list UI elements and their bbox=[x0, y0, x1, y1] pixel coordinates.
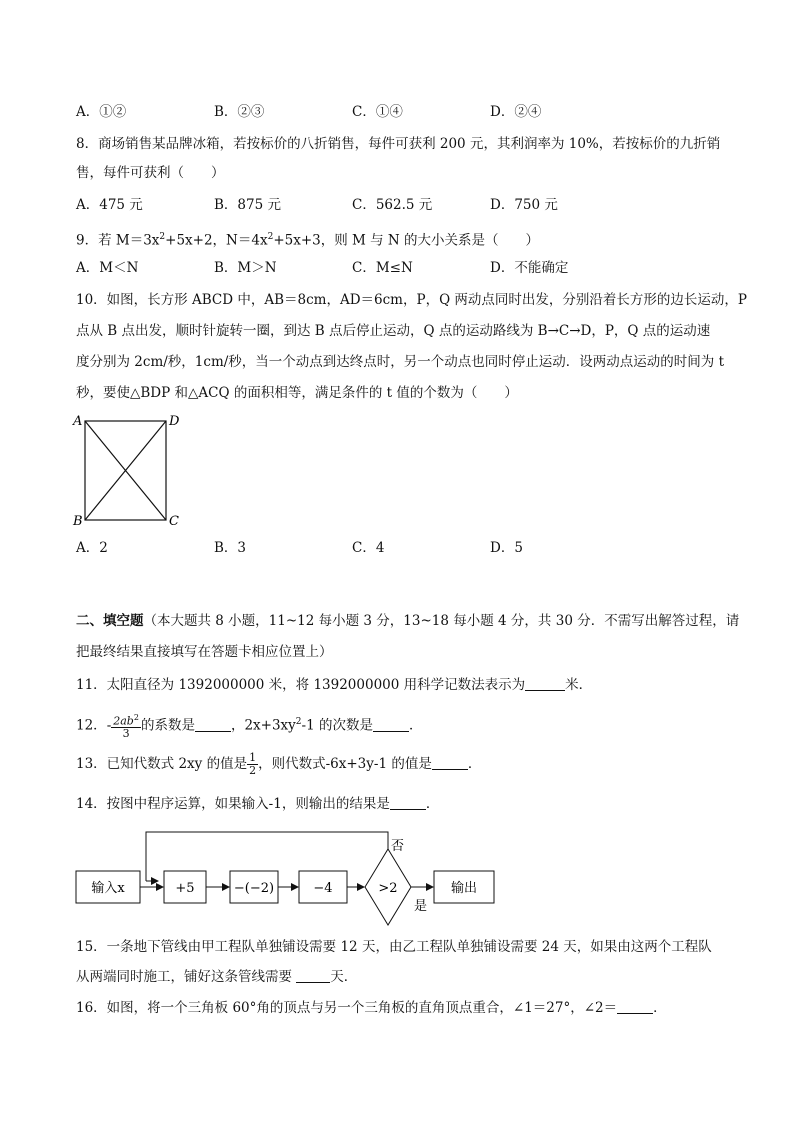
q10-option-a: A．2 bbox=[76, 540, 108, 556]
q16-text: 16．如图，将一个三角板 60°角的顶点与另一个三角板的直角顶点重合，∠1＝27°，∠2＝ bbox=[76, 1000, 618, 1016]
q14-flowchart bbox=[70, 826, 510, 926]
flow-loop-back bbox=[146, 832, 388, 881]
q15-line1: 15．一条地下管线由甲工程队单独铺设需要 12 天，由乙工程队单独铺设需要 24 天，如果由这两个工程队 bbox=[76, 939, 712, 955]
q8-option-b: B．875 元 bbox=[214, 197, 281, 213]
q15-text-end: 天． bbox=[330, 969, 358, 985]
q12-text2: ，2x+3xy bbox=[230, 717, 296, 734]
flow-output-label: 输出 bbox=[450, 881, 478, 896]
q8-options bbox=[76, 195, 716, 215]
q8-line2: 售，每件可获利（ ） bbox=[76, 165, 225, 181]
q9-sup1: 2 bbox=[159, 232, 166, 242]
label-a: A bbox=[73, 414, 83, 429]
q8-option-a: A．475 元 bbox=[76, 197, 143, 213]
q15-line2 bbox=[76, 967, 357, 987]
flow-condition-label: >2 bbox=[378, 881, 398, 896]
q9-option-c: C．M≤N bbox=[352, 260, 413, 276]
q12-numerator bbox=[111, 712, 141, 729]
q10-rectangle-figure bbox=[70, 410, 185, 532]
q12-blank2[interactable] bbox=[373, 717, 409, 732]
q14-end: ． bbox=[425, 796, 440, 812]
q12-sign: - bbox=[106, 717, 112, 734]
q10-line4: 秒，要使△BDP 和△ACQ 的面积相等，满足条件的 t 值的个数为（ ） bbox=[76, 385, 518, 401]
q12-numerator-text: 2ab bbox=[113, 714, 134, 728]
q9-text-post: +5x+3，则 M 与 N 的大小关系是（ ） bbox=[273, 232, 540, 249]
q14-text: 14．按图中程序运算，如果输入-1，则输出的结果是 bbox=[76, 796, 390, 812]
q7-option-d: D．②④ bbox=[490, 104, 542, 120]
q8-option-d: D．750 元 bbox=[490, 197, 558, 213]
section2-desc1: （本大题共 8 小题，11~12 每小题 3 分，13~18 每小题 4 分，共 30 分．不需写出解答过程，请 bbox=[143, 613, 740, 629]
q14 bbox=[76, 794, 439, 814]
flow-no-label: 否 bbox=[391, 839, 405, 854]
q16-answer-blank[interactable] bbox=[617, 999, 653, 1014]
q11-answer-blank[interactable] bbox=[525, 676, 565, 691]
q9-stem bbox=[76, 227, 539, 251]
q16 bbox=[76, 998, 667, 1018]
q12-prefix: 12． bbox=[76, 717, 107, 734]
q10-line1: 10．如图，长方形 ABCD 中，AB＝8cm，AD＝6cm，P，Q 两动点同时出发，分别沿着长方形的边长运动，P bbox=[76, 292, 748, 308]
flow-input-label: 输入x bbox=[91, 881, 125, 896]
q10-option-d: D．5 bbox=[490, 540, 523, 556]
q9-option-b: B．M＞N bbox=[214, 260, 277, 276]
q13-text-pre: 13．已知代数式 2xy 的值是 bbox=[76, 756, 248, 772]
q12-denominator: 3 bbox=[122, 727, 130, 741]
flow-yes-label: 是 bbox=[414, 899, 428, 914]
flow-step1-label: +5 bbox=[175, 881, 195, 896]
section2-title: 二、填空题 bbox=[76, 613, 144, 629]
q12-fraction bbox=[111, 712, 141, 741]
q13 bbox=[76, 748, 481, 780]
flow-step2-label: −(−2) bbox=[233, 881, 275, 896]
q13-numerator: 1 bbox=[249, 751, 257, 764]
q12-numerator-sup: 2 bbox=[133, 712, 139, 722]
q16-end: ． bbox=[653, 1000, 667, 1016]
q9-option-a: A．M＜N bbox=[76, 260, 139, 276]
q15-text-pre: 从两端同时施工，铺好这条管线需要 bbox=[76, 969, 297, 985]
q12-text1: 的系数是 bbox=[140, 717, 195, 734]
q8-line1: 8．商场销售某品牌冰箱，若按标价的八折销售，每件可获利 200 元，其利润率为 10%，若按标价的九折销 bbox=[76, 136, 721, 152]
q12-sup: 2 bbox=[295, 717, 302, 727]
q12-end: ． bbox=[408, 717, 423, 734]
q9-options bbox=[76, 258, 716, 278]
q9-text-mid: +5x+2，N＝4x bbox=[165, 232, 268, 249]
q7-option-a: A．①② bbox=[76, 104, 127, 120]
q10-line2: 点从 B 点出发，顺时针旋转一圈，到达 B 点后停止运动，Q 点的运动路线为 B→C→D，P，Q 点的运动速 bbox=[76, 323, 711, 339]
q13-fraction bbox=[247, 752, 258, 777]
q8-option-c: C．562.5 元 bbox=[352, 197, 433, 213]
q15-answer-blank[interactable] bbox=[296, 968, 330, 983]
q12-text3: -1 的次数是 bbox=[301, 717, 373, 734]
label-b: B bbox=[73, 514, 83, 529]
q7-option-b: B．②③ bbox=[214, 104, 265, 120]
section2-desc2: 把最终结果直接填写在答题卡相应位置上） bbox=[76, 644, 333, 660]
q9-text-pre: 9．若 M＝3x bbox=[76, 232, 160, 249]
q9-sup2: 2 bbox=[267, 232, 274, 242]
q13-text-mid: ，则代数式-6x+3y-1 的值是 bbox=[258, 756, 432, 772]
q12-blank1[interactable] bbox=[195, 717, 231, 732]
q9-option-d: D．不能确定 bbox=[490, 260, 569, 276]
label-c: C bbox=[169, 514, 179, 529]
q13-end: ． bbox=[467, 756, 482, 772]
q7-option-c: C．①④ bbox=[352, 104, 403, 120]
flow-step3-label: −4 bbox=[313, 881, 333, 896]
q11-text-end: 米． bbox=[565, 677, 593, 693]
section2-header bbox=[76, 611, 739, 631]
q13-answer-blank[interactable] bbox=[432, 755, 468, 770]
q13-denominator: 2 bbox=[249, 764, 257, 777]
q10-options bbox=[76, 538, 716, 558]
q10-line3: 度分别为 2cm/秒，1cm/秒，当一个动点到达终点时，另一个动点也同时停止运动．设两动点运动的时间为 t bbox=[76, 354, 725, 370]
q10-option-c: C．4 bbox=[352, 540, 385, 556]
q10-option-b: B．3 bbox=[214, 540, 247, 556]
q11 bbox=[76, 675, 592, 695]
q14-answer-blank[interactable] bbox=[390, 795, 426, 810]
q7-options bbox=[76, 102, 716, 122]
q11-text: 11．太阳直径为 1392000000 米，将 1392000000 用科学记数法表示为 bbox=[76, 677, 526, 693]
q12 bbox=[76, 706, 423, 741]
label-d: D bbox=[169, 414, 180, 429]
